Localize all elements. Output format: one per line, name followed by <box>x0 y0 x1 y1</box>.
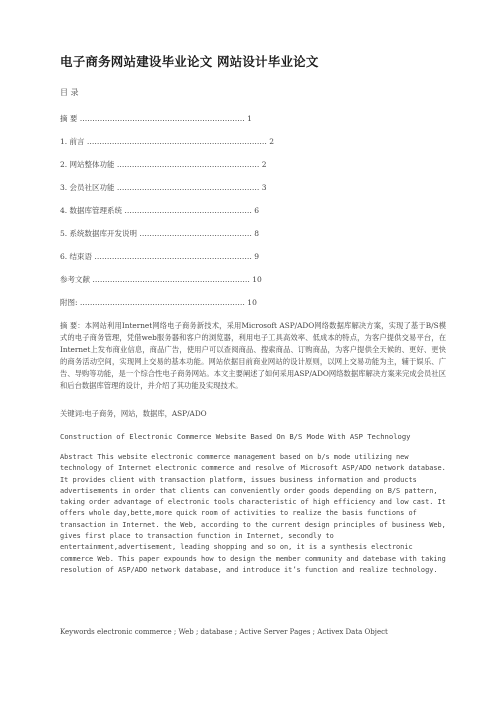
toc-item[interactable]: 附图: ………………………………………………………… 10 <box>60 298 257 307</box>
toc-item[interactable]: 5. 系统数据库开发说明 ……………………………………… 8 <box>60 229 260 238</box>
keywords-chinese: 关键词:电子商务，网站，数据库，ASP/ADO <box>60 409 207 418</box>
toc-item[interactable]: 3. 会员社区功能 ………………………………………………… 3 <box>60 183 267 192</box>
abstract-english: Abstract This website electronic commerce management based on b/s mode utilizing new technology of Internet electronic commerce and resolve of Microsoft ASP/ADO network database. It provides client with transaction platform, issues business information and products advertisements in order that clients can conveniently order goods depending on B/S pattern, taking order advantage of electronic tools characteristic of high efficiency and low cast. It offers whole day,bette,more quick room of activities to realize the basis functions of transaction in Internet. the Web, according to the current design principles of business Web, gives first place to transaction function in Internet, secondly to entertainment,advertisement, leading shopping and so on, it is a synthesis electronic commerce Web. This paper expounds how to design the member community and datebase with taking resolution of ASP/ADO network database, and introduce it’s function and realize technology. <box>60 453 446 574</box>
toc-item[interactable]: 2. 网站整体功能 ………………………………………………… 2 <box>60 160 267 169</box>
toc-item[interactable]: 参考文献 ……………………………………………………… 10 <box>60 275 262 284</box>
toc-item[interactable]: 4. 数据库管理系统 …………………………………………… 6 <box>60 206 260 215</box>
abstract-chinese: 摘 要：本网站利用Internet网络电子商务新技术，采用Microsoft ASP/ADO网络数据库解决方案，实现了基于B/S模式的电子商务管理，凭借web服务器和客户的浏览器，利用电子工具高效率、低成本的特点，为客户提供交易平台，在Internet上发布商业信息，商品广告，使用户可以查阅商品、搜索商品、订购商品，为客户提供全天候的、更好、更快的商务活动空间，实现网上交易的基本功能。网站依据目前商业网站的设计原则，以网上交易功能为主，辅于娱乐、广告、导购等功能，是一个综合性电子商务网站。本文主要阐述了如何采用ASP/ADO网络数据库解决方案来完成会员社区和后台数据库管理的设计，并介绍了其功能及实现技术。 <box>60 321 446 390</box>
toc-item[interactable]: 6. 结束语 ……………………………………………………… 9 <box>60 252 260 261</box>
toc-item[interactable]: 1. 前言 ……………………………………………………………… 2 <box>60 137 275 146</box>
keywords-english: Keywords electronic commerce ; Web ; database ; Active Server Pages ; Activex Data Object <box>60 628 388 636</box>
toc-heading: 目 录 <box>60 88 79 97</box>
document-title: 电子商务网站建设毕业论文 网站设计毕业论文 <box>60 54 319 69</box>
english-title: Construction of Electronic Commerce Website Based On B/S Mode With ASP Technology <box>60 432 411 441</box>
toc-item[interactable]: 摘 要 ………………………………………………………… 1 <box>60 114 252 123</box>
